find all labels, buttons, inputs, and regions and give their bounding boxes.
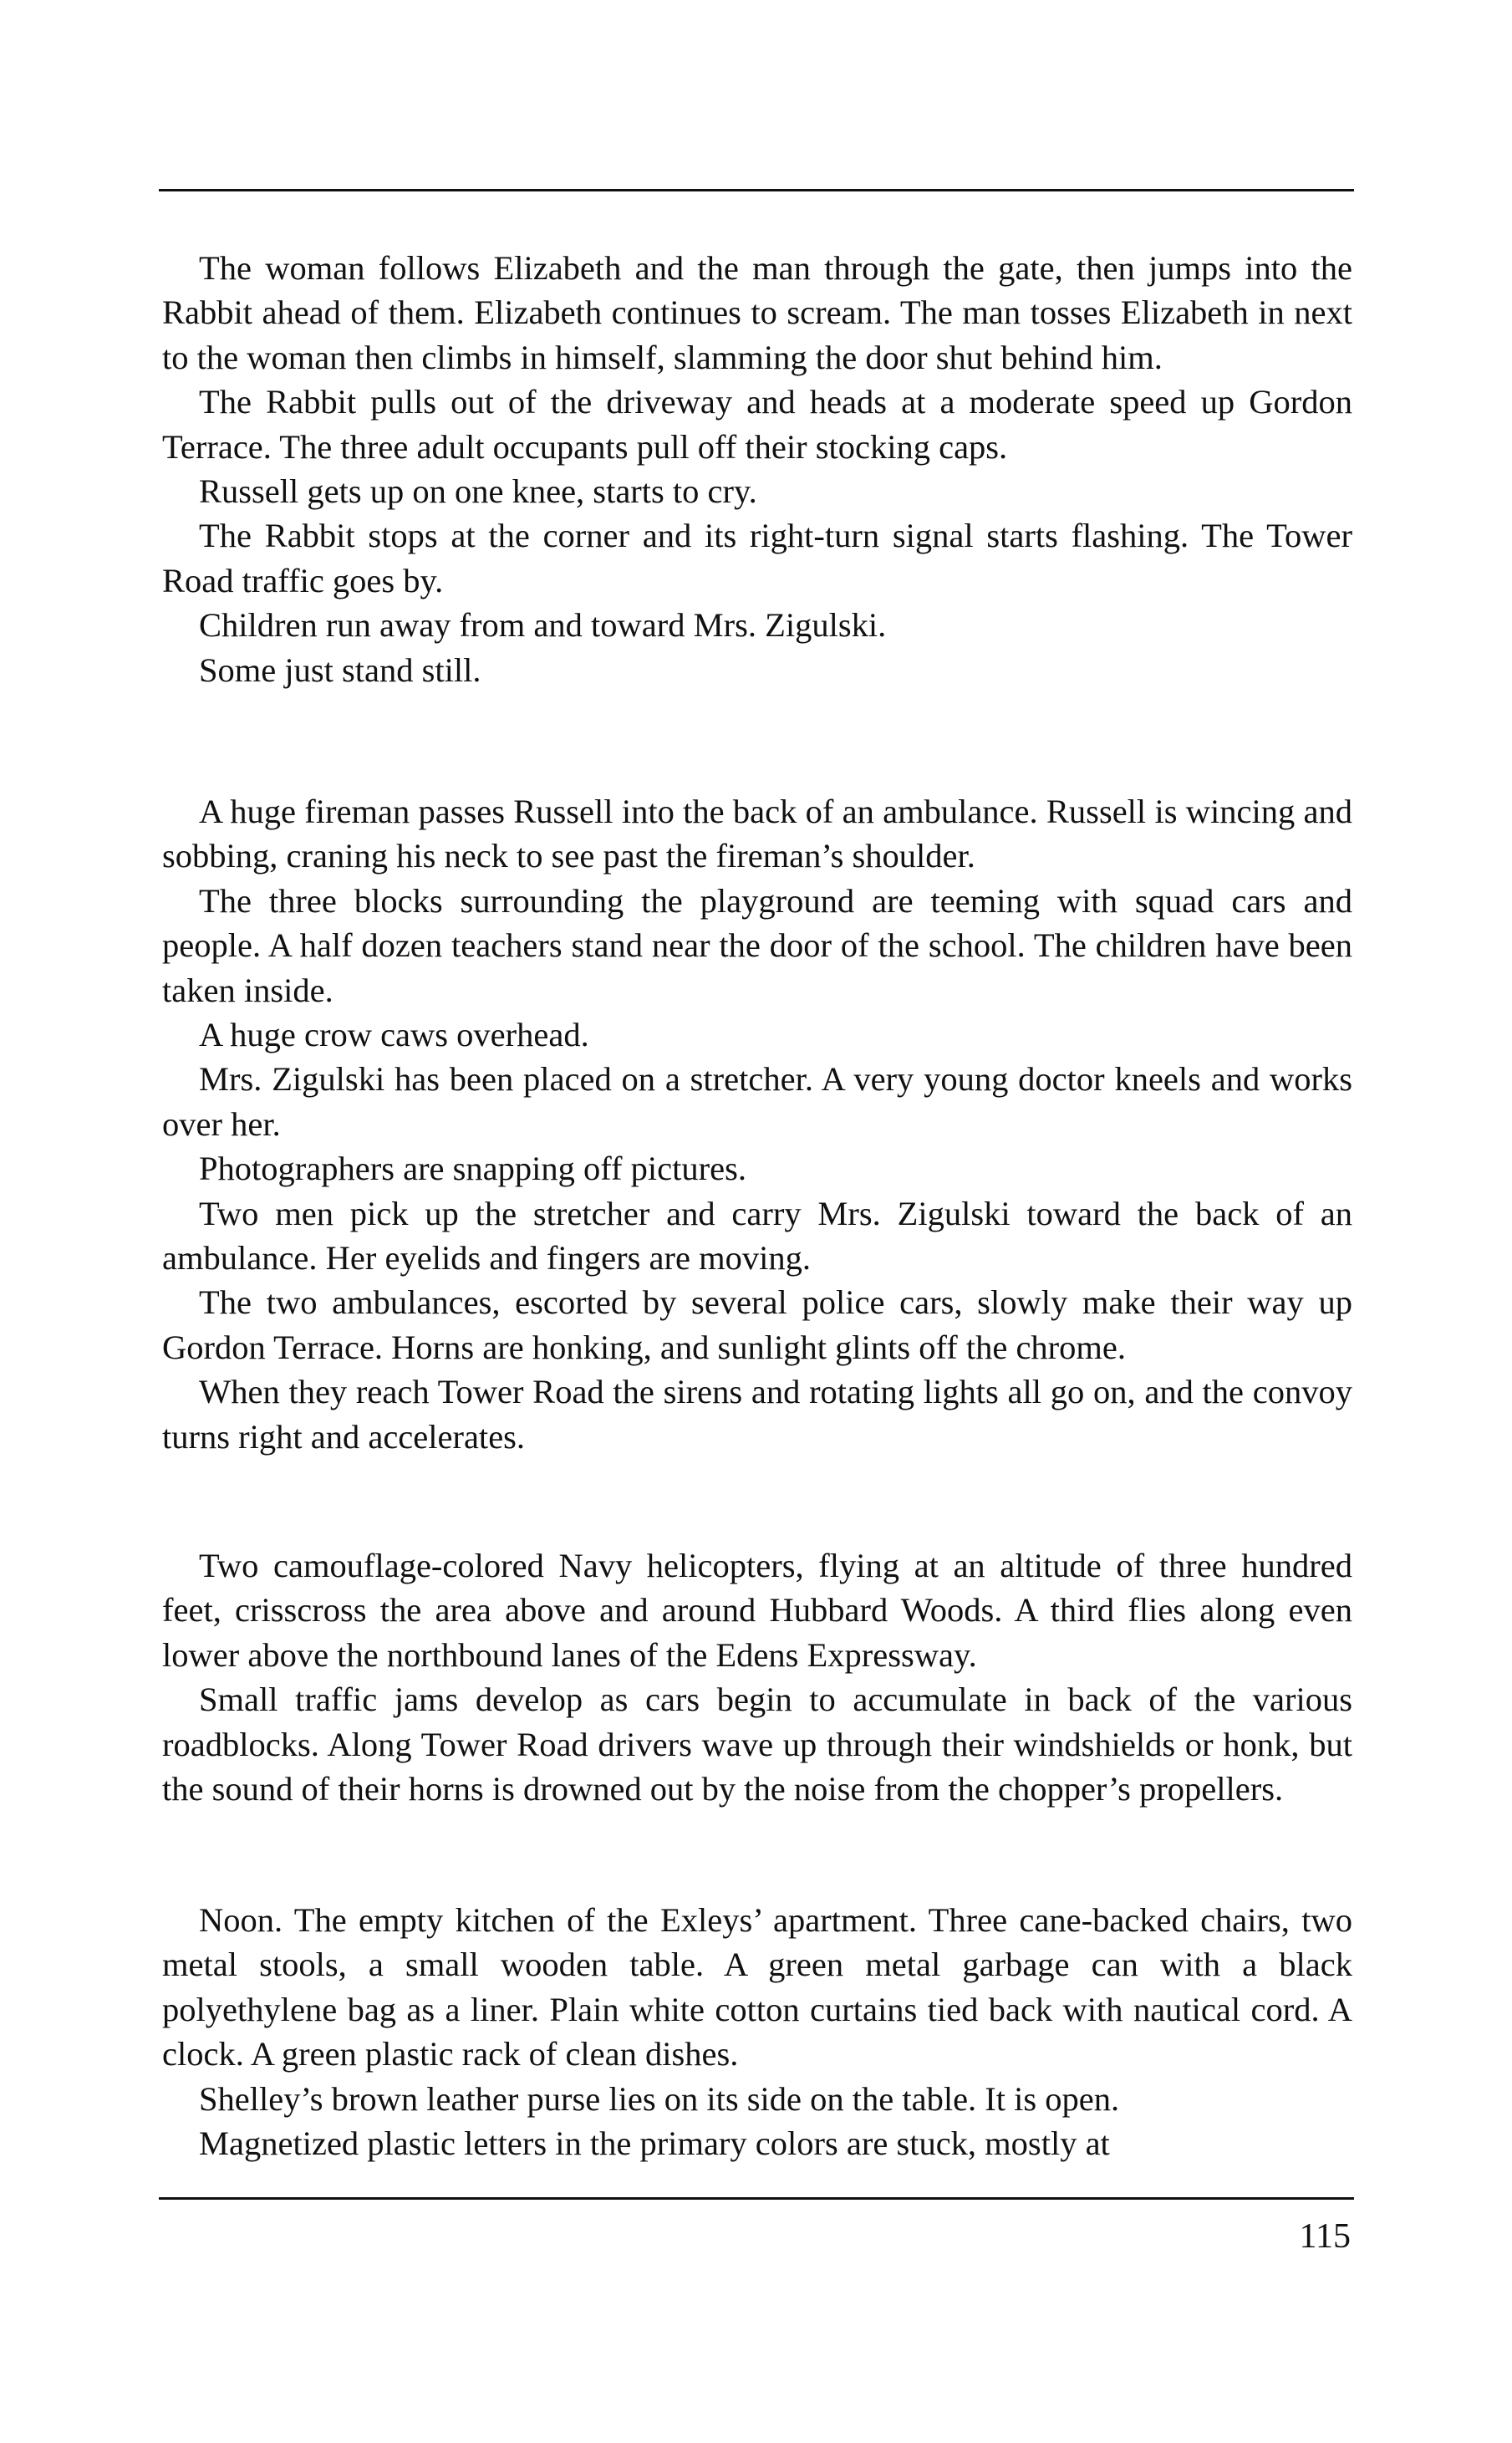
- paragraph: The two ambulances, escorted by several police cars, slowly make their way up Gordon Terrace. Horns are honking, and sunlight glints off the chrome.: [162, 1283, 1352, 1366]
- paragraph: Magnetized plastic letters in the primary colors are stuck, mostly at: [199, 2124, 1110, 2163]
- paragraph: Shelley’s brown leather purse lies on its side on the table. It is open.: [199, 2079, 1120, 2118]
- paragraph: The three blocks surrounding the playground are teeming with squad cars and people. A half dozen teachers stand near the door of the school. The children have been taken inside.: [162, 881, 1352, 1009]
- paragraph: When they reach Tower Road the sirens and rotating lights all go on, and the convoy turns right and accelerates.: [162, 1373, 1352, 1456]
- bottom-rule: [159, 2197, 1354, 2200]
- section-4: [162, 1898, 1352, 2165]
- paragraph: Small traffic jams develop as cars begin to accumulate in back of the various roadblocks. Along Tower Road drivers wave up through their windshields or honk, but the sound of their horns is drowned out by the noise from the chopper’s propellers.: [162, 1681, 1352, 1808]
- section-3: [162, 1543, 1352, 1811]
- paragraph: Two camouflage-colored Navy helicopters, flying at an altitude of three hundred feet, crisscross the area above and around Hubbard Woods. A third flies along even lower above the northbound lanes of the Edens Expressway.: [162, 1547, 1352, 1674]
- paragraph: Children run away from and toward Mrs. Zigulski.: [199, 606, 887, 645]
- paragraph: A huge fireman passes Russell into the back of an ambulance. Russell is wincing and sobbing, craning his neck to see past the fireman’s shoulder.: [162, 793, 1352, 875]
- paragraph: Mrs. Zigulski has been placed on a stretcher. A very young doctor kneels and works over her.: [162, 1060, 1352, 1143]
- paragraph: The Rabbit stops at the corner and its right-turn signal starts flashing. The Tower Road traffic goes by.: [162, 517, 1352, 599]
- paragraph: Some just stand still.: [199, 650, 481, 689]
- top-rule: [159, 189, 1354, 191]
- section-2: [162, 789, 1352, 1459]
- paragraph: Photographers are snapping off pictures.: [199, 1150, 746, 1188]
- paragraph: Russell gets up on one knee, starts to cry.: [199, 472, 757, 511]
- paragraph: A huge crow caws overhead.: [199, 1016, 589, 1054]
- section-1: [162, 246, 1352, 692]
- paragraph: Noon. The empty kitchen of the Exleys’ apartment. Three cane-backed chairs, two metal stools, a small wooden table. A green metal garbage can with a black polyethylene bag as a liner. Plain white cotton curtains tied back with nautical cord. A clock. A green plastic rack of clean dishes.: [162, 1901, 1352, 2073]
- paragraph: The Rabbit pulls out of the driveway and heads at a moderate speed up Gordon Terrace. The three adult occupants pull off their stocking caps.: [162, 383, 1352, 466]
- page-number: 115: [1299, 2217, 1351, 2256]
- paragraph: The woman follows Elizabeth and the man through the gate, then jumps into the Rabbit ahead of them. Elizabeth continues to scream. The man tosses Elizabeth in next to the woman then climbs in himself, slamming the door shut behind him.: [162, 249, 1352, 376]
- paragraph: Two men pick up the stretcher and carry Mrs. Zigulski toward the back of an ambulance. Her eyelids and fingers are moving.: [162, 1194, 1352, 1278]
